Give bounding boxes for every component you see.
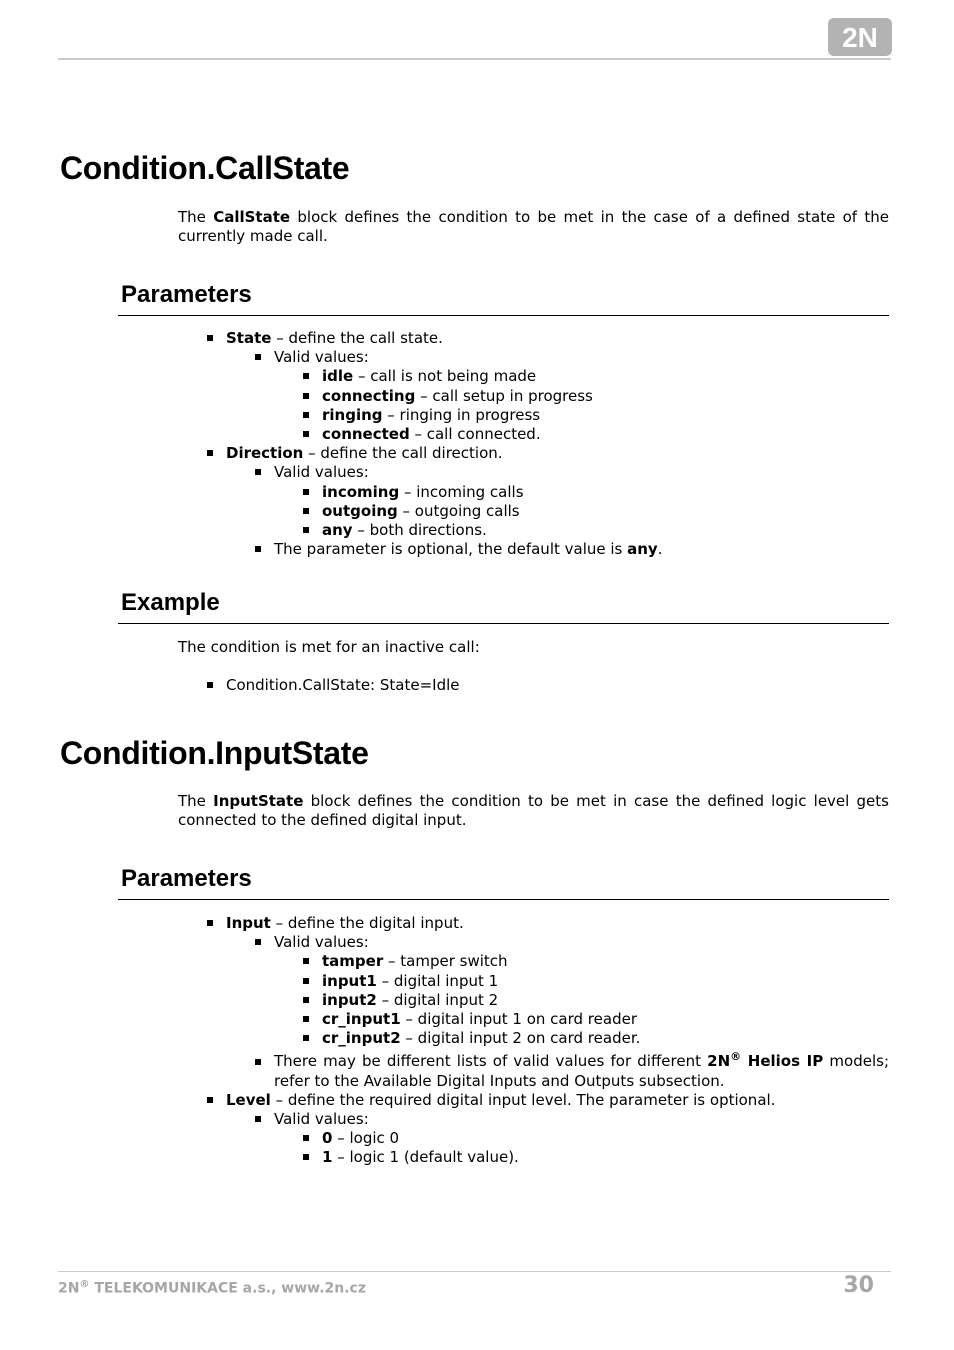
list-item: There may be different lists of valid values for different 2N® Helios IP models; refer to the Available Digital Inputs and Outputs subsection. — [254, 1052, 889, 1090]
inputstate-parameter-list — [206, 914, 889, 1168]
callstate-title: Condition.CallState — [60, 150, 350, 186]
list-item: Valid values: tamper – tamper switch input1 – digital input 1 input2 – digital input 2 cr_input1 – digital input 1 on card reader cr_input2 – digital input 2 on card reader. — [254, 933, 889, 1048]
callstate-parameters-heading: Parameters — [118, 281, 889, 316]
list-item: tamper – tamper switch — [302, 952, 889, 971]
bullet-icon — [303, 508, 309, 514]
bullet-icon — [207, 1097, 213, 1103]
header-rule — [58, 58, 891, 60]
list-item: Direction – define the call direction. Valid values: incoming – incoming calls outgoing – outgoing calls any – both directions. The parameter is optional, the default value is any. — [206, 444, 889, 559]
bullet-icon — [303, 997, 309, 1003]
list-item: outgoing – outgoing calls — [302, 502, 889, 521]
list-item: connecting – call setup in progress — [302, 387, 889, 406]
bullet-icon — [303, 1154, 309, 1160]
list-item: 1 – logic 1 (default value). — [302, 1148, 889, 1167]
bullet-icon — [207, 450, 213, 456]
footer-rule — [58, 1271, 891, 1272]
list-item: any – both directions. — [302, 521, 889, 540]
list-item: idle – call is not being made — [302, 367, 889, 386]
callstate-example-heading: Example — [118, 589, 889, 624]
list-item: 0 – logic 0 — [302, 1129, 889, 1148]
callstate-example-intro: The condition is met for an inactive call: — [178, 638, 480, 656]
footer-company: 2N® TELEKOMUNIKACE a.s., www.2n.cz — [58, 1279, 366, 1297]
bullet-icon — [303, 412, 309, 418]
bullet-icon — [255, 939, 261, 945]
list-item: connected – call connected. — [302, 425, 889, 444]
list-item: Input – define the digital input. Valid values: tamper – tamper switch input1 – digital input 1 input2 – digital input 2 cr_input1 – digital input 1 on card reader cr_input2 – digital input 2 on card reader. There may be different lists of valid values for different 2N® Helios IP models; refer to the Available Digital Inputs and Outputs subsection. — [206, 914, 889, 1091]
bullet-icon — [303, 431, 309, 437]
bullet-icon — [303, 527, 309, 533]
inputstate-parameters-heading: Parameters — [118, 865, 889, 900]
bullet-icon — [303, 373, 309, 379]
bullet-icon — [303, 978, 309, 984]
list-item: Valid values: 0 – logic 0 1 – logic 1 (default value). — [254, 1110, 889, 1168]
list-item: ringing – ringing in progress — [302, 406, 889, 425]
list-item: incoming – incoming calls — [302, 483, 889, 502]
callstate-parameter-list — [206, 329, 889, 559]
bullet-icon — [207, 682, 213, 688]
bullet-icon — [303, 1035, 309, 1041]
inputstate-title: Condition.InputState — [60, 735, 369, 771]
list-item: State – define the call state. Valid values: idle – call is not being made connecting – call setup in progress ringing – ringing in progress connected – call connected. — [206, 329, 889, 444]
bullet-icon — [303, 489, 309, 495]
list-item: Valid values: idle – call is not being made connecting – call setup in progress ringing – ringing in progress connected – call connected. — [254, 348, 889, 444]
list-item: Condition.CallState: State=Idle — [206, 676, 889, 695]
list-item: Valid values: incoming – incoming calls outgoing – outgoing calls any – both directions. — [254, 463, 889, 540]
bullet-icon — [303, 1135, 309, 1141]
callstate-intro: The CallState block defines the condition to be met in the case of a defined state of the currently made call. — [178, 208, 889, 245]
list-item: input1 – digital input 1 — [302, 972, 889, 991]
bullet-icon — [255, 546, 261, 552]
bullet-icon — [255, 469, 261, 475]
svg-text:2N: 2N — [842, 22, 878, 53]
bullet-icon — [303, 393, 309, 399]
page-number: 30 — [843, 1273, 874, 1298]
list-item: Level – define the required digital input level. The parameter is optional. Valid values: 0 – logic 0 1 – logic 1 (default value). — [206, 1091, 889, 1168]
bullet-icon — [207, 335, 213, 341]
bullet-icon — [207, 920, 213, 926]
list-item: input2 – digital input 2 — [302, 991, 889, 1010]
bullet-icon — [255, 1116, 261, 1122]
bullet-icon — [303, 958, 309, 964]
2n-logo — [828, 18, 892, 56]
inputstate-intro: The InputState block defines the condition to be met in case the defined logic level gets connected to the defined digital input. — [178, 792, 889, 829]
list-item: The parameter is optional, the default value is any. — [254, 540, 889, 559]
bullet-icon — [255, 354, 261, 360]
list-item: cr_input2 – digital input 2 on card reader. — [302, 1029, 889, 1048]
bullet-icon — [303, 1016, 309, 1022]
callstate-example-list — [206, 676, 889, 695]
list-item: cr_input1 – digital input 1 on card reader — [302, 1010, 889, 1029]
bullet-icon — [255, 1059, 261, 1065]
